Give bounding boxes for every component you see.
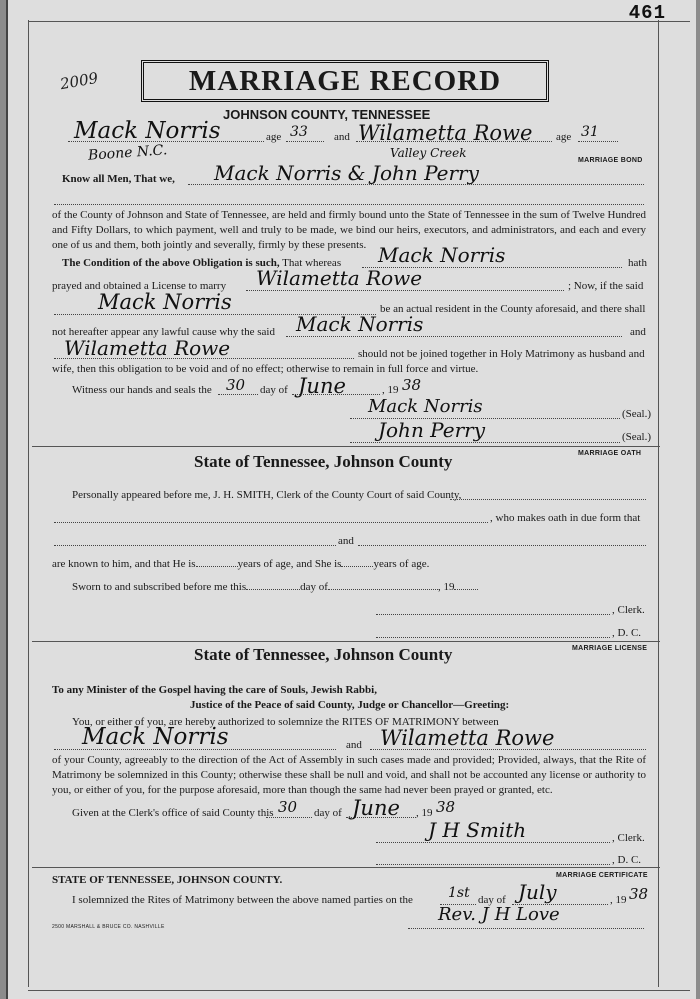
bondsmen-line	[188, 184, 644, 185]
certificate-title: STATE OF TENNESSEE, JOHNSON COUNTY.	[52, 874, 283, 886]
day-of: day of	[260, 384, 288, 396]
oath-tag: MARRIAGE OATH	[578, 450, 642, 457]
license-dc: , D. C.	[612, 854, 642, 866]
age-label-2: age	[556, 131, 572, 143]
oath-clerk: , Clerk.	[612, 604, 645, 616]
and-word: and	[630, 326, 646, 338]
witness-day-line	[218, 394, 258, 395]
license-tag: MARRIAGE LICENSE	[572, 645, 648, 652]
groom-name: Mack Norris	[74, 118, 221, 144]
oath-and: and	[338, 535, 354, 547]
whereas-name: Mack Norris	[378, 243, 506, 267]
know-all-men: Know all Men, That we,	[62, 173, 175, 185]
oath-dc: , D. C.	[612, 627, 642, 639]
license-groom-line	[54, 749, 336, 750]
ledger-line-right	[658, 20, 659, 987]
groom-age: 33	[290, 124, 308, 140]
cause-name: Mack Norris	[296, 312, 424, 336]
ledger-line-top	[28, 21, 690, 22]
oath-day-of: day of	[300, 581, 328, 593]
bride-name-2: Wilametta Rowe	[64, 336, 231, 360]
oath-makes: , who makes oath in due form that	[490, 512, 641, 524]
resident-text: be an actual resident in the County aforesaid, and there shall	[380, 303, 646, 315]
certificate-year: 38	[629, 885, 649, 903]
oath-line-3	[54, 545, 336, 546]
witness-month: June	[298, 374, 346, 398]
signature-2-line	[350, 442, 620, 443]
rule-3	[32, 867, 660, 868]
county-header: JOHNSON COUNTY, TENNESSEE	[223, 107, 431, 122]
license-to-line	[246, 290, 564, 291]
oath-line-4	[358, 545, 646, 546]
bondsmen: Mack Norris & John Perry	[214, 161, 479, 185]
witness-month-line	[292, 394, 380, 395]
age-label: age	[266, 131, 282, 143]
license-justice: Justice of the Peace of said County, Judge or Chancellor—Greeting:	[190, 699, 510, 711]
certificate-tag: MARRIAGE CERTIFICATE	[556, 872, 648, 879]
given-text: Given at the Clerk's office of said County this	[72, 807, 274, 819]
license-you-either: You, or either of you, are hereby authorized to solemnize the RITES OF MATRIMONY between	[72, 716, 499, 728]
oath-sworn: Sworn to and subscribed before me this	[72, 581, 247, 593]
signature-2: John Perry	[378, 418, 485, 442]
bride-name: Wilametta Rowe	[358, 121, 533, 145]
license-bride: Wilametta Rowe	[380, 726, 555, 750]
license-clerk-line	[376, 842, 610, 843]
license-and: and	[346, 739, 362, 751]
oath-personally: Personally appeared before me, J. H. SMITH, Clerk of the County Court of said County,	[72, 489, 462, 501]
printer-line: 2500 MARSHALL & BRUCE CO. NASHVILLE	[52, 924, 165, 930]
officiant-signature: Rev. J H Love	[438, 904, 560, 925]
oath-line-2	[54, 522, 488, 523]
bride-name-2-line	[54, 358, 354, 359]
prayed-text: prayed and obtained a License to marry	[52, 280, 227, 292]
license-dc-line	[376, 864, 610, 865]
seal-1: (Seal.)	[622, 408, 652, 420]
license-paragraph: of your County, agreeably to the direction of the Act of Assembly in such cases made and provided; Provided, always, that the Rite of Matrimony be solemnized in this County; otherwise these shall be null and void, and shall not be accounted any license or authority to you, or either of you, for the purpose aforesaid, more than though the same had never been prayed or granted, etc.	[52, 754, 646, 796]
oath-title: State of Tennessee, Johnson County	[194, 452, 453, 471]
seal-2: (Seal.)	[622, 431, 652, 443]
witness-day: 30	[226, 376, 246, 394]
groom-residence: Boone N.C.	[87, 142, 168, 164]
side-note: 2009	[58, 68, 100, 94]
oath-years-she: years of age, and She is	[237, 558, 342, 570]
certificate-day: 1st	[448, 885, 470, 901]
given-month: June	[352, 796, 400, 820]
bride-name-line	[356, 141, 552, 142]
bond-paragraph: of the County of Johnson and State of Tennessee, are held and firmly bound unto the State of Tennessee in the sum of Twelve Hundred and Fifty Dollars, to which payment, well and truly to be made, we bind our heirs, executors, and administrators, and each and every one of us and them, both jointly and severally, firmly by these presents.	[52, 209, 646, 251]
that-whereas: That whereas	[282, 257, 342, 269]
holy-text: should not be joined together in Holy Matrimony as husband and	[358, 348, 645, 360]
oath-line-1	[450, 499, 646, 500]
rule-1	[32, 446, 660, 447]
page-number: 461	[628, 2, 666, 24]
ledger-line-bottom	[28, 990, 690, 991]
record-page	[6, 0, 696, 999]
oath-nineteen: , 19	[437, 581, 455, 593]
page-title: MARRIAGE RECORD	[188, 64, 502, 97]
given-year-prefix: , 19	[416, 807, 433, 819]
given-day-of: day of	[314, 807, 342, 819]
license-bride-line	[370, 749, 646, 750]
officiant-line	[408, 928, 644, 929]
oath-clerk-line	[376, 614, 610, 615]
now-if: ; Now, if the said	[568, 280, 644, 292]
oath-known: are known to him, and that He is	[52, 558, 196, 570]
license-clerk: , Clerk.	[612, 832, 645, 844]
resident-name: Mack Norris	[98, 290, 232, 314]
given-year: 38	[436, 798, 456, 816]
bride-residence: Valley Creek	[390, 146, 467, 160]
oath-years-of-age: years of age.	[373, 558, 430, 570]
bondsmen-line-2	[54, 204, 644, 205]
given-month-line	[346, 817, 416, 818]
bride-age-line	[578, 141, 618, 142]
signature-1: Mack Norris	[368, 396, 483, 417]
groom-age-line	[286, 141, 324, 142]
bride-age: 31	[581, 124, 599, 140]
license-title: State of Tennessee, Johnson County	[194, 645, 453, 664]
license-groom: Mack Norris	[82, 724, 229, 750]
license-to: Wilametta Rowe	[256, 266, 423, 290]
oath-dc-line	[376, 637, 610, 638]
rule-2	[32, 641, 660, 642]
given-day-line	[266, 817, 312, 818]
and-label: and	[334, 131, 350, 143]
given-day: 30	[278, 798, 298, 816]
year-prefix: , 19	[382, 384, 399, 396]
certificate-day-of: day of	[478, 894, 506, 906]
certificate-month: July	[518, 880, 557, 904]
hath-label: hath	[628, 257, 647, 269]
certificate-year-prefix: , 19	[610, 894, 627, 906]
ledger-line-left	[28, 20, 29, 987]
witness-text: Witness our hands and seals the	[72, 384, 212, 396]
wife-text: wife, then this obligation to be void and of no effect; otherwise to remain in full force and virtue.	[52, 363, 479, 375]
cause-line	[286, 336, 622, 337]
not-hereafter: not hereafter appear any lawful cause why the said	[52, 326, 275, 338]
bond-tag: MARRIAGE BOND	[578, 157, 643, 164]
license-to-any: To any Minister of the Gospel having the care of Souls, Jewish Rabbi,	[52, 684, 377, 696]
witness-year: 38	[402, 376, 422, 394]
title-box	[141, 60, 549, 102]
condition-label: The Condition of the above Obligation is such,	[62, 257, 280, 269]
clerk-signature: J H Smith	[428, 818, 527, 842]
certificate-solemnized: I solemnized the Rites of Matrimony between the above named parties on the	[72, 894, 413, 906]
